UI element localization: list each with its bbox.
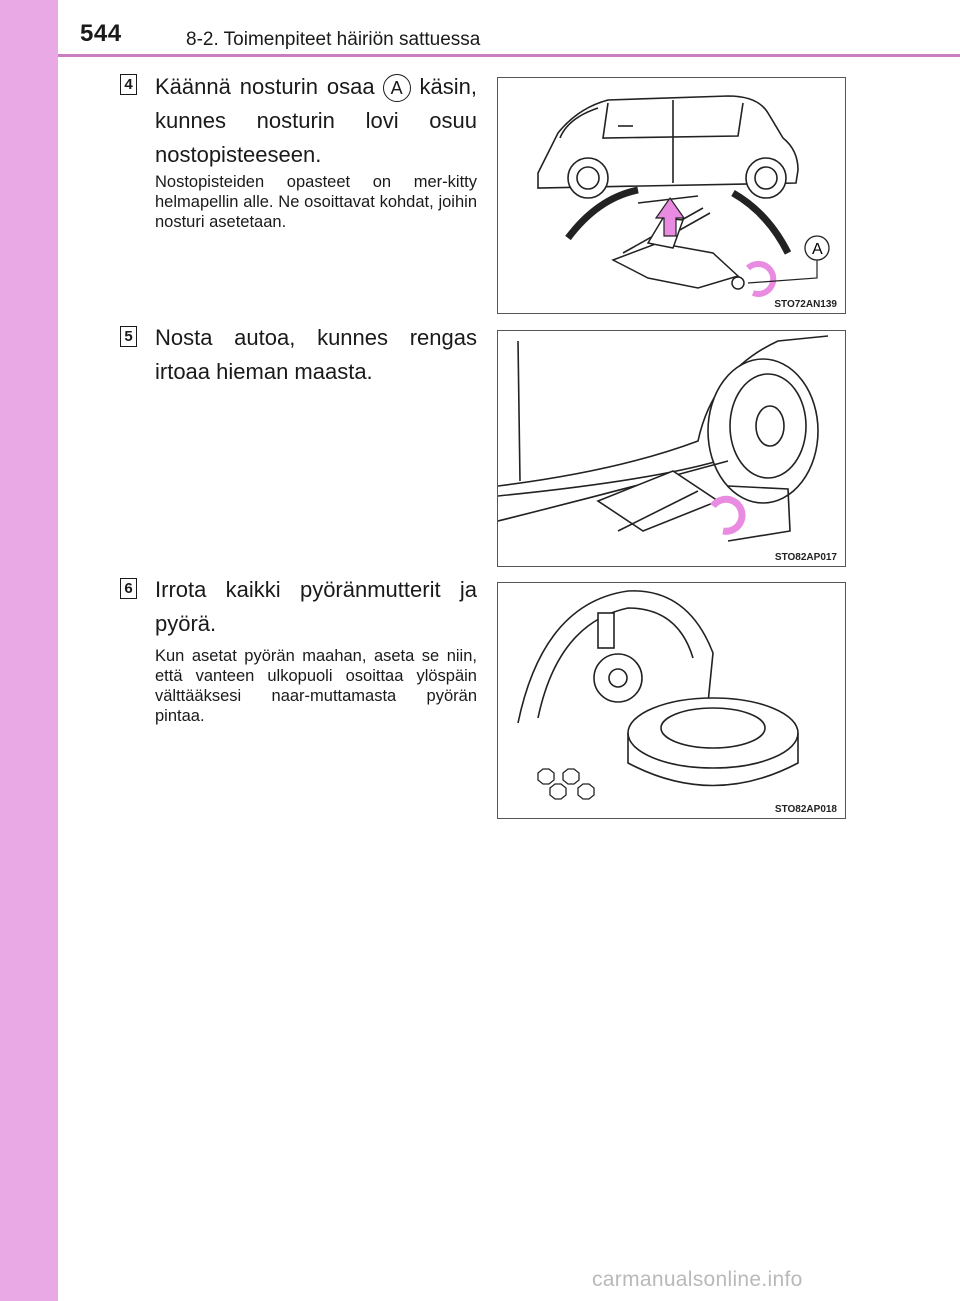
figure-code: STO82AP017: [774, 552, 837, 563]
step-4-text-part1: Käännä nosturin osaa: [155, 74, 375, 99]
figure-code: STO82AP018: [774, 804, 837, 815]
page-number: 544: [80, 20, 122, 47]
step-4-badge: 4: [120, 74, 137, 95]
figure-jack-adjust: [497, 77, 846, 314]
header-rule: [58, 54, 960, 57]
footer-watermark: carmanualsonline.info: [592, 1268, 803, 1291]
step-4-note: Nostopisteiden opasteet on mer-kitty helmapellin alle. Ne osoittavat kohdat, joihin nosturi asetetaan.: [155, 173, 477, 231]
step-6-note: Kun asetat pyörän maahan, aseta se niin, että vanteen ulkopuoli osoittaa ylöspäin välttääksesi naar-muttamasta pyörän pintaa.: [155, 647, 477, 725]
figure-lift-car: [497, 330, 846, 567]
lift-car-illustration: [498, 331, 846, 567]
step-6-text: Irrota kaikki pyöränmutterit ja pyörä.: [155, 577, 477, 636]
chapter-sidebar-tab: [0, 0, 58, 1301]
marker-a-icon: A: [383, 74, 411, 102]
step-6-badge: 6: [120, 578, 137, 599]
section-title: 8-2. Toimenpiteet häiriön sattuessa: [186, 29, 481, 50]
step-5-badge: 5: [120, 326, 137, 347]
figure-callout-a: A: [812, 241, 823, 258]
remove-wheel-illustration: [498, 583, 846, 819]
figure-remove-wheel: [497, 582, 846, 819]
figure-code: STO72AN139: [774, 299, 837, 310]
car-jack-illustration: [498, 78, 846, 314]
step-4-text: [155, 70, 477, 172]
step-4-text-part2: käsin, kunnes nosturin lovi osuu nostopisteeseen.: [155, 74, 477, 167]
step-5-text: Nosta autoa, kunnes rengas irtoaa hieman maasta.: [155, 325, 477, 384]
